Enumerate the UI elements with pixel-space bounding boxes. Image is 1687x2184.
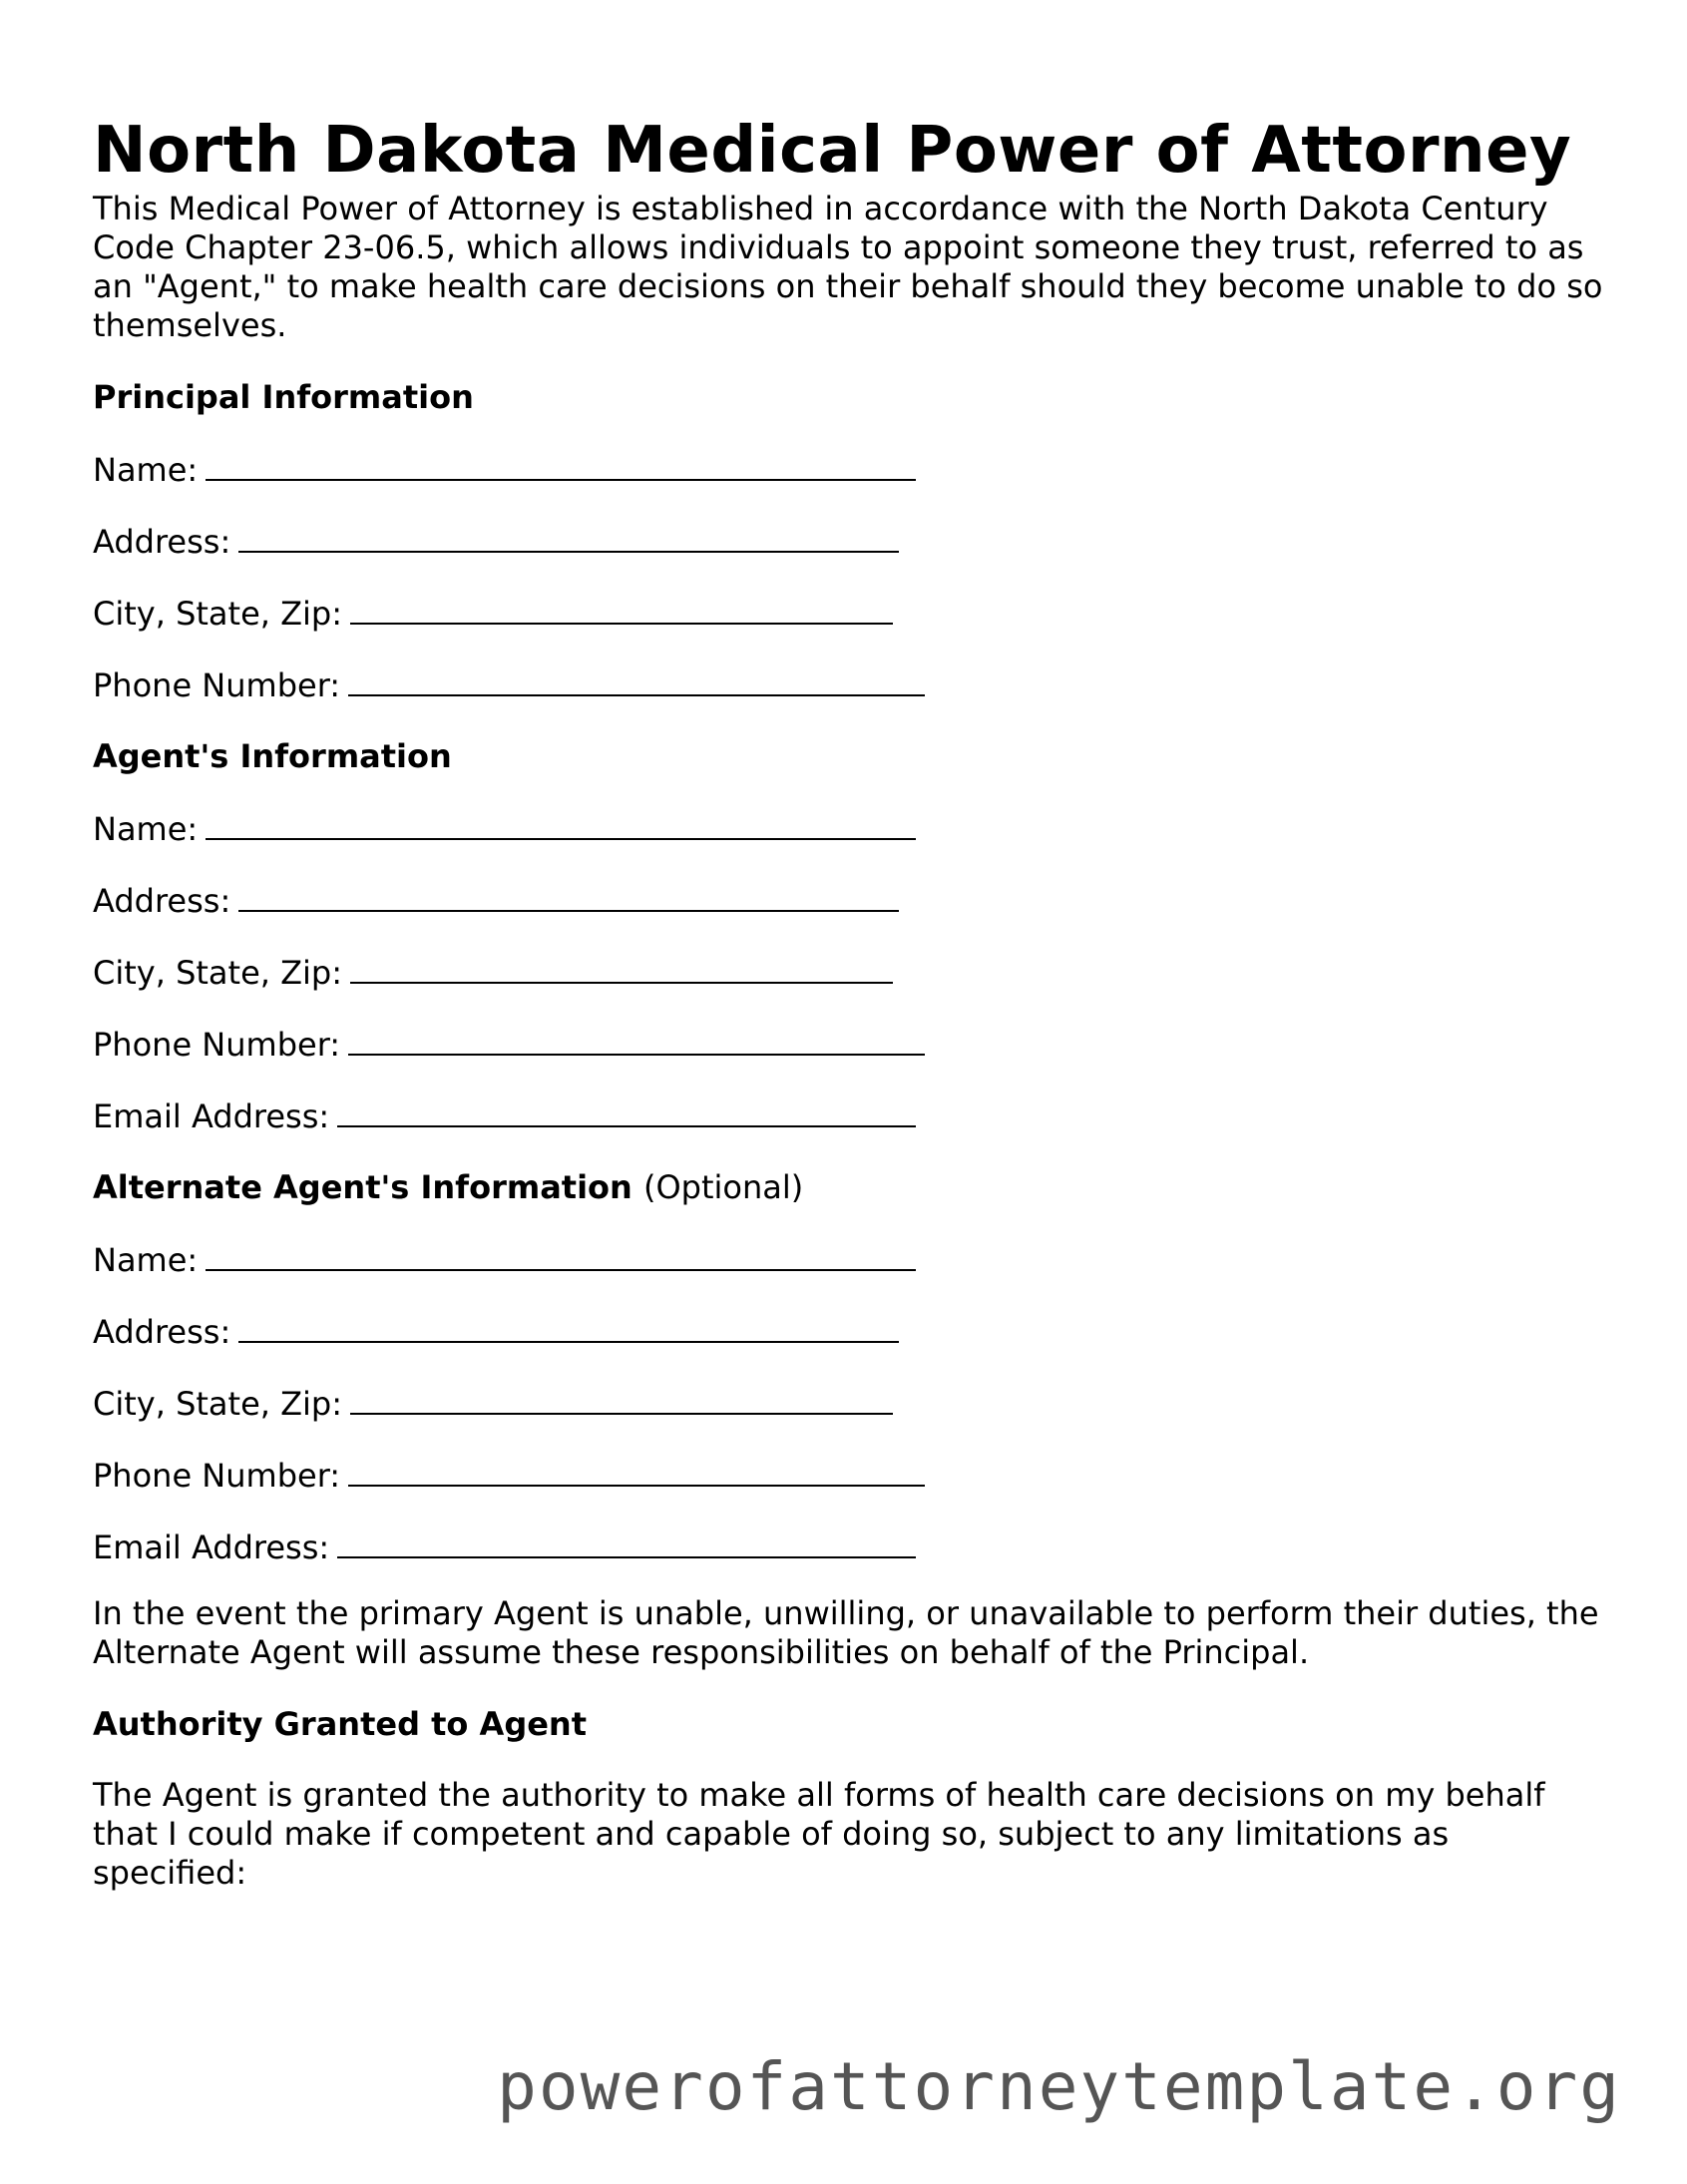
blank-line[interactable] — [337, 1095, 916, 1127]
blank-line[interactable] — [348, 664, 925, 696]
agent-email-field[interactable] — [93, 1095, 1609, 1135]
alternate-city-field[interactable] — [93, 1383, 1609, 1423]
alternate-agent-heading — [93, 1167, 1609, 1207]
field-label: Email Address: — [93, 1529, 330, 1566]
agent-heading: Agent's Information — [93, 737, 452, 775]
blank-line[interactable] — [238, 521, 899, 553]
agent-name-field[interactable] — [93, 808, 1609, 848]
blank-line[interactable] — [337, 1527, 916, 1558]
field-label: City, State, Zip: — [93, 595, 343, 633]
alternate-note: In the event the primary Agent is unable, unwilling, or unavailable to perform their duties, the Alternate Agent will assume these responsibilities on behalf of the Principal. — [93, 1594, 1599, 1671]
alternate-name-field[interactable] — [93, 1239, 1609, 1279]
alternate-address-field[interactable] — [93, 1311, 1609, 1351]
authority-heading: Authority Granted to Agent — [93, 1705, 587, 1743]
blank-line[interactable] — [238, 880, 899, 912]
page-title: North Dakota Medical Power of Attorney — [93, 114, 1572, 188]
alternate-phone-field[interactable] — [93, 1455, 1609, 1495]
blank-line[interactable] — [206, 449, 916, 481]
blank-line[interactable] — [348, 1024, 925, 1056]
field-label: Phone Number: — [93, 1457, 341, 1495]
field-label: Name: — [93, 1241, 199, 1279]
principal-address-field[interactable] — [93, 521, 1609, 561]
principal-heading: Principal Information — [93, 378, 474, 416]
field-label: Address: — [93, 1313, 231, 1351]
blank-line[interactable] — [350, 593, 893, 625]
principal-name-field[interactable] — [93, 449, 1609, 489]
field-label: Phone Number: — [93, 1026, 341, 1064]
field-label: Address: — [93, 882, 231, 920]
blank-line[interactable] — [206, 808, 916, 840]
field-label: Phone Number: — [93, 666, 341, 704]
alternate-email-field[interactable] — [93, 1527, 1609, 1566]
watermark: powerofattorneytemplate.org — [497, 2048, 1621, 2125]
field-label: Name: — [93, 451, 199, 489]
blank-line[interactable] — [348, 1455, 925, 1487]
field-label: Email Address: — [93, 1097, 330, 1135]
field-label: City, State, Zip: — [93, 1385, 343, 1423]
blank-line[interactable] — [350, 952, 893, 984]
blank-line[interactable] — [350, 1383, 893, 1415]
blank-line[interactable] — [206, 1239, 916, 1271]
document-page — [93, 112, 1609, 1893]
alternate-heading-text: Alternate Agent's Information — [93, 1168, 633, 1206]
blank-line[interactable] — [238, 1311, 899, 1343]
authority-text: The Agent is granted the authority to make all forms of health care decisions on my behalf that I could make if competent and capable of doing so, subject to any limitations as specified: — [93, 1776, 1545, 1892]
agent-address-field[interactable] — [93, 880, 1609, 920]
optional-label: (Optional) — [642, 1168, 804, 1206]
principal-city-field[interactable] — [93, 593, 1609, 633]
principal-phone-field[interactable] — [93, 664, 1609, 704]
field-label: City, State, Zip: — [93, 954, 343, 992]
agent-city-field[interactable] — [93, 952, 1609, 992]
field-label: Name: — [93, 810, 199, 848]
agent-phone-field[interactable] — [93, 1024, 1609, 1064]
intro-paragraph: This Medical Power of Attorney is established in accordance with the North Dakota Century Code Chapter 23-06.5, which allows individuals to appoint someone they trust, referred to as an "Agent," to make health care decisions on their behalf should they become unable to do so themselves. — [93, 190, 1603, 344]
field-label: Address: — [93, 523, 231, 561]
